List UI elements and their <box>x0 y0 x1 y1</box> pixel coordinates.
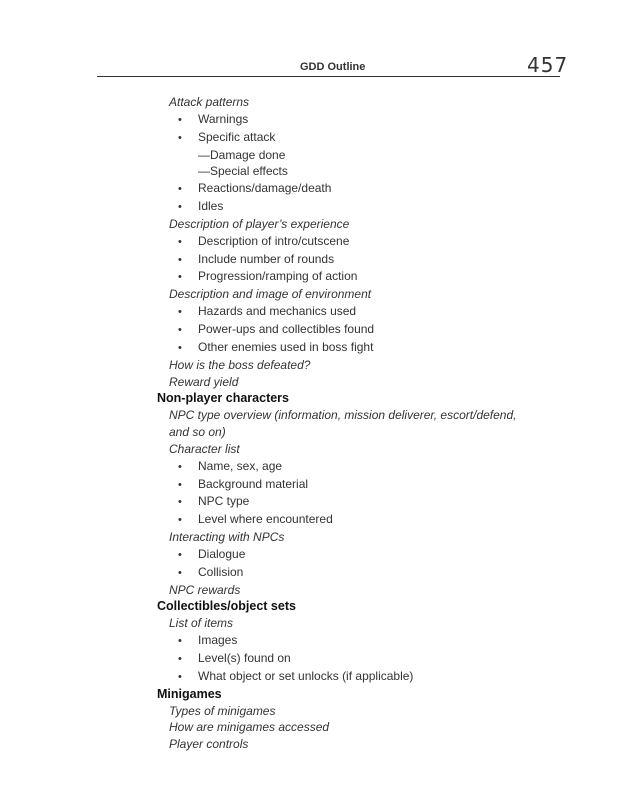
bullet-icon: • <box>178 548 182 561</box>
subsection-item-text: Description and image of environment <box>169 287 372 302</box>
bullet-item-text: Level where encountered <box>198 512 333 527</box>
bullet-item-text: Reactions/damage/death <box>198 181 332 196</box>
bullet-icon: • <box>178 271 182 284</box>
sub-item <box>0 147 638 164</box>
header-title: GDD Outline <box>300 61 366 73</box>
bullet-item-text: Power-ups and collectibles found <box>198 321 375 336</box>
header-rule <box>97 76 560 77</box>
subsection-item <box>0 615 638 632</box>
sub-item <box>0 163 638 180</box>
bullet-icon: • <box>178 566 182 579</box>
bullet-item-text: Background material <box>198 476 309 491</box>
subsection-item <box>0 94 638 111</box>
bullet-icon: • <box>178 635 182 648</box>
subsection-item-text: NPC type overview (information, mission deliverer, escort/defend, <box>169 408 517 423</box>
bullet-icon: • <box>178 478 182 491</box>
bullet-item <box>0 339 638 357</box>
subsection-item <box>0 357 638 374</box>
subsection-item-text: Interacting with NPCs <box>169 530 285 545</box>
subsection-item <box>0 736 638 753</box>
subsection-item <box>0 703 638 720</box>
bullet-item <box>0 111 638 129</box>
page-number: 457 <box>527 53 569 77</box>
bullet-item <box>0 198 638 216</box>
bullet-icon: • <box>178 306 182 319</box>
bullet-icon: • <box>178 201 182 214</box>
subsection-item-text: and so on) <box>169 425 226 440</box>
bullet-item <box>0 511 638 529</box>
bullet-item <box>0 493 638 511</box>
bullet-icon: • <box>178 341 182 354</box>
bullet-item-text: Other enemies used in boss fight <box>198 339 374 354</box>
subsection-item <box>0 286 638 303</box>
sub-item-text: —Special effects <box>198 164 288 179</box>
subsection-item <box>0 719 638 736</box>
bullet-item <box>0 180 638 198</box>
bullet-item-text: What object or set unlocks (if applicable) <box>198 668 414 683</box>
bullet-item <box>0 564 638 582</box>
bullet-item-text: Include number of rounds <box>198 251 335 266</box>
bullet-item-text: Progression/ramping of action <box>198 269 358 284</box>
bullet-item <box>0 303 638 321</box>
section-heading <box>0 686 638 703</box>
bullet-item <box>0 546 638 564</box>
bullet-item-text: Name, sex, age <box>198 458 283 473</box>
outline-body <box>0 94 638 753</box>
section-heading <box>0 598 638 615</box>
bullet-item <box>0 321 638 339</box>
subsection-item-text: Player controls <box>169 737 249 752</box>
bullet-icon: • <box>178 253 182 266</box>
subsection-item-text: Character list <box>169 441 240 456</box>
bullet-item-text: Description of intro/cutscene <box>198 233 350 248</box>
subsection-item <box>0 407 638 424</box>
bullet-icon: • <box>178 113 182 126</box>
bullet-item <box>0 129 638 147</box>
bullet-item-text: Dialogue <box>198 546 246 561</box>
bullet-icon: • <box>178 496 182 509</box>
bullet-item <box>0 233 638 251</box>
bullet-icon: • <box>178 653 182 665</box>
subsection-item-text: Reward yield <box>169 374 239 389</box>
section-heading-text: Minigames <box>157 686 222 701</box>
bullet-icon: • <box>178 183 182 196</box>
section-heading-text: Collectibles/object sets <box>157 599 296 614</box>
subsection-item <box>0 582 638 599</box>
bullet-icon: • <box>178 235 182 248</box>
bullet-item-text: Hazards and mechanics used <box>198 304 357 319</box>
bullet-item-text: NPC type <box>198 494 250 509</box>
bullet-icon: • <box>178 323 182 336</box>
subsection-item-text: Description of player’s experience <box>169 216 350 231</box>
bullet-icon: • <box>178 460 182 473</box>
bullet-item <box>0 268 638 286</box>
bullet-item <box>0 632 638 650</box>
subsection-item-text: Types of minigames <box>169 703 276 718</box>
section-heading-text: Non-player characters <box>157 391 290 406</box>
subsection-item <box>0 216 638 233</box>
sub-item-text: —Damage done <box>198 147 286 162</box>
bullet-item <box>0 458 638 476</box>
subsection-item-text: How are minigames accessed <box>169 720 330 735</box>
bullet-icon: • <box>178 514 182 527</box>
bullet-icon: • <box>178 670 182 683</box>
subsection-item-text: Attack patterns <box>169 95 250 109</box>
subsection-item <box>0 441 638 458</box>
bullet-item <box>0 476 638 494</box>
bullet-item-text: Images <box>198 633 238 648</box>
subsection-item <box>0 374 638 391</box>
bullet-item <box>0 650 638 668</box>
bullet-item <box>0 251 638 269</box>
bullet-item <box>0 668 638 686</box>
bullet-item-text: Idles <box>198 199 224 214</box>
section-heading <box>0 390 638 407</box>
bullet-item-text: Level(s) found on <box>198 651 291 665</box>
subsection-item-text: List of items <box>169 616 234 631</box>
subsection-item-text: NPC rewards <box>169 582 241 597</box>
bullet-icon: • <box>178 131 182 144</box>
bullet-item-text: Collision <box>198 564 244 579</box>
bullet-item-text: Specific attack <box>198 129 276 144</box>
subsection-item <box>0 424 638 441</box>
subsection-item <box>0 529 638 546</box>
bullet-item-text: Warnings <box>198 111 249 126</box>
subsection-item-text: How is the boss defeated? <box>169 357 311 372</box>
